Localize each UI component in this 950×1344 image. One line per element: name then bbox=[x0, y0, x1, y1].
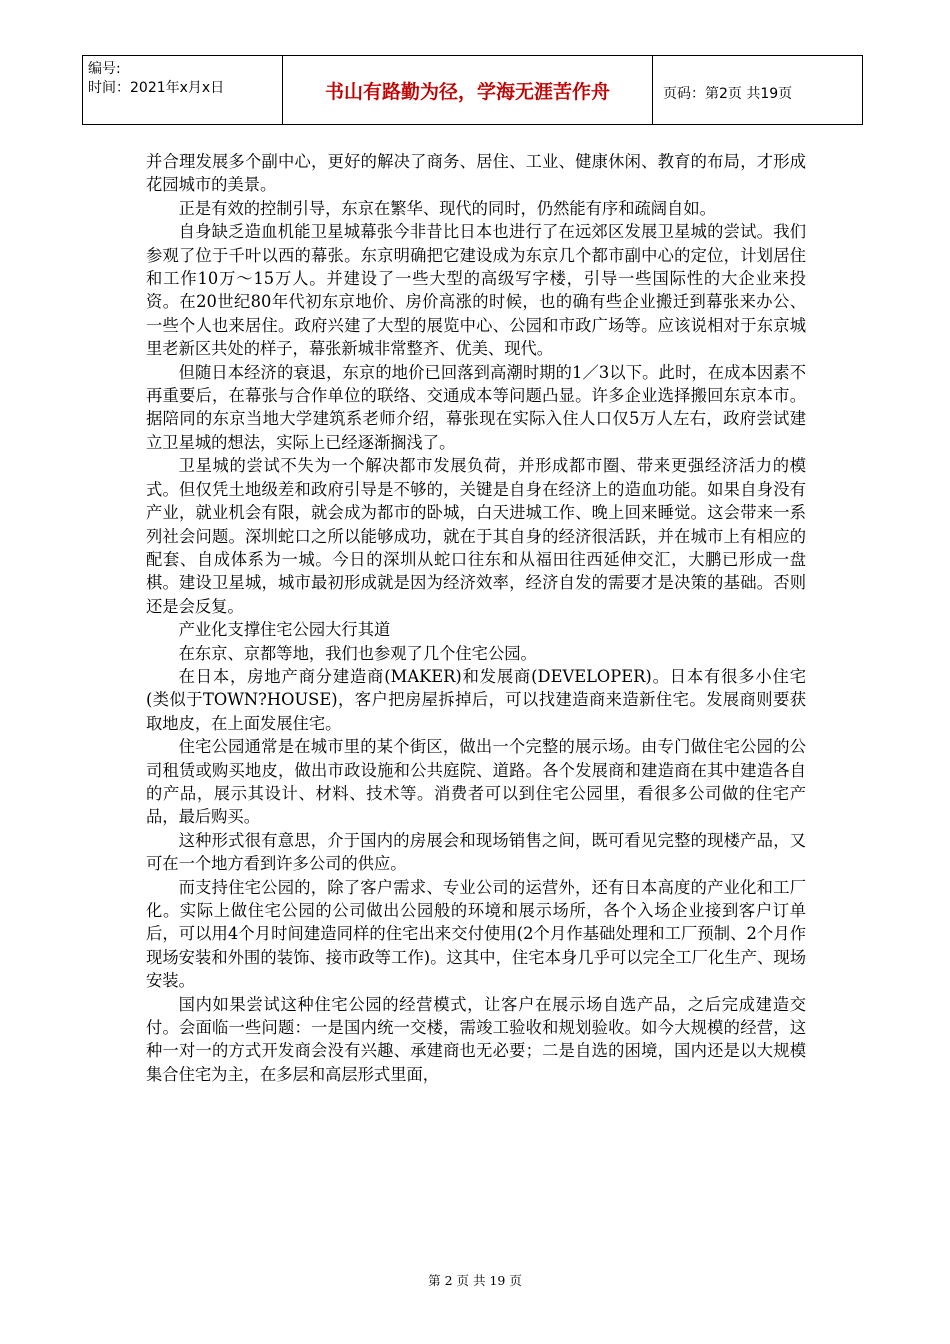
document-time-label: 时间：2021年x月x日 bbox=[88, 80, 225, 96]
paragraph: 住宅公园通常是在城市里的某个街区，做出一个完整的展示场。由专门做住宅公园的公司租赁或购买地皮，做出市政设施和公共庭院、道路。各个发展商和建造商在其中建造各自的产品，展示其设计、材料、技术等。消费者可以到住宅公园里，看很多公司做的住宅产品，最后购买。 bbox=[146, 737, 806, 827]
paragraph: 国内如果尝试这种住宅公园的经营模式，让客户在展示场自选产品，之后完成建造交付。会面临一些问题：一是国内统一交楼，需竣工验收和规划验收。如今大规模的经营，这种一对一的方式开发商会没有兴趣、承建商也无必要；二是自选的困境，国内还是以大规模集合住宅为主，在多层和高层形式里面， bbox=[146, 994, 806, 1084]
header-motto: 书山有路勤为径，学海无涯苦作舟 bbox=[324, 80, 610, 103]
page-footer bbox=[0, 1271, 950, 1289]
paragraph: 在日本，房地产商分建造商(MAKER)和发展商(DEVELOPER)。日本有很多小住宅(类似于TOWN?HOUSE)，客户把房屋拆掉后，可以找建造商来造新住宅。发展商则要获取地皮，在上面发展住宅。 bbox=[146, 666, 806, 733]
paragraph: 并合理发展多个副中心，更好的解决了商务、居住、工业、健康休闲、教育的布局，才形成花园城市的美景。 bbox=[146, 152, 806, 195]
paragraph: 自身缺乏造血机能卫星城幕张今非昔比日本也进行了在远郊区发展卫星城的尝试。我们参观了位于千叶以西的幕张。东京明确把它建设成为东京几个都市副中心的定位，计划居住和工作10万～15万人。并建设了一些大型的高级写字楼，引导一些国际性的大企业来投资。在20世纪80年代初东京地价、房价高涨的时候，也的确有些企业搬迁到幕张来办公、一些个人也来居住。政府兴建了大型的展览中心、公园和市政广场等。应该说相对于东京城里老新区共处的样子，幕张新城非常整齐、优美、现代。 bbox=[146, 222, 806, 359]
header-page-info: 页码：第2页 共19页 bbox=[663, 86, 793, 102]
header-page-cell bbox=[653, 56, 863, 125]
paragraph: 这种形式很有意思，介于国内的房展会和现场销售之间，既可看见完整的现楼产品，又可在一个地方看到许多公司的供应。 bbox=[146, 830, 806, 874]
document-body bbox=[146, 150, 806, 1086]
footer-page-number: 第 2 页 共 19 页 bbox=[428, 1273, 522, 1288]
page-header bbox=[82, 55, 863, 125]
paragraph: 卫星城的尝试不失为一个解决都市发展负荷，并形成都市圈、带来更强经济活力的模式。但仅凭土地级差和政府引导是不够的，关键是自身在经济上的造血功能。如果自身没有产业，就业机会有限，就会成为都市的卧城，白天进城工作、晚上回来睡觉。这会带来一系列社会问题。深圳蛇口之所以能够成功，就在于其自身的经济很活跃，并在城市上有相应的配套、自成体系为一城。今日的深圳从蛇口往东和从福田往西延伸交汇，大鹏已形成一盘棋。建设卫星城，城市最初形成就是因为经济效率，经济自发的需要才是决策的基础。否则还是会反复。 bbox=[146, 456, 806, 616]
paragraph: 但随日本经济的衰退，东京的地价已回落到高潮时期的1／3以下。此时，在成本因素不再重要后，在幕张与合作单位的联络、交通成本等问题凸显。许多企业选择搬回东京本市。据陪同的东京当地大学建筑系老师介绍，幕张现在实际入住人口仅5万人左右，政府尝试建立卫星城的想法，实际上已经逐渐搁浅了。 bbox=[146, 362, 806, 452]
document-number-label: 编号: bbox=[88, 61, 121, 77]
paragraph: 在东京、京都等地，我们也参观了几个住宅公园。 bbox=[178, 643, 537, 663]
header-meta-cell bbox=[83, 56, 283, 125]
section-heading: 产业化支撑住宅公园大行其道 bbox=[178, 620, 391, 640]
paragraph: 而支持住宅公园的，除了客户需求、专业公司的运营外，还有日本高度的产业化和工厂化。实际上做住宅公园的公司做出公园般的环境和展示场所，各个入场企业接到客户订单后，可以用4个月时间建造同样的住宅出来交付使用(2个月作基础处理和工厂预制、2个月作现场安装和外围的装饰、接市政等工作)。这其中，住宅本身几乎可以完全工厂化生产、现场安装。 bbox=[146, 877, 806, 991]
header-motto-cell bbox=[283, 56, 653, 125]
paragraph: 正是有效的控制引导，东京在繁华、现代的同时，仍然能有序和疏阔自如。 bbox=[178, 198, 716, 218]
